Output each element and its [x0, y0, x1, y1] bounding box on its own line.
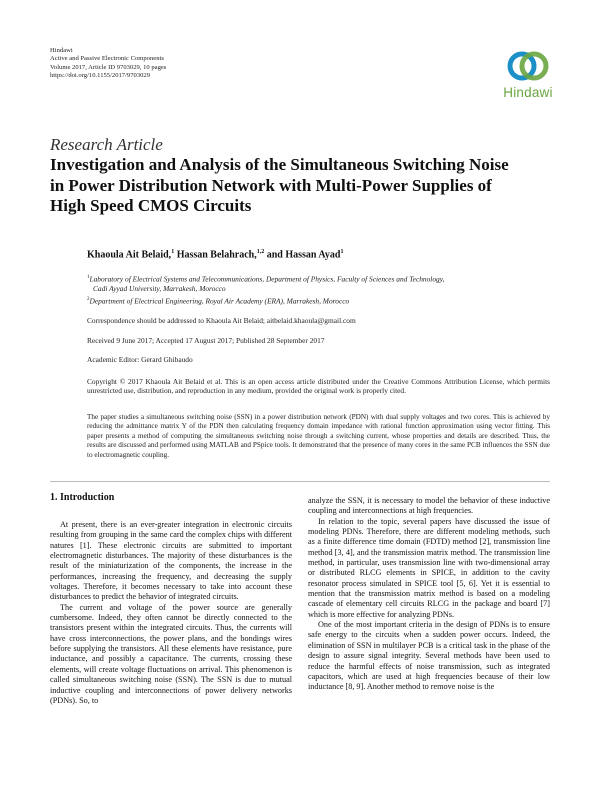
article-title: Investigation and Analysis of the Simultaneous Switching Noise in Power Distribution Network with Multi-Power Supplies of High Speed CMOS Circuits [50, 155, 509, 215]
body-paragraph: In relation to the topic, several papers have discussed the issue of modeling PDNs. Therefore, there are different modeling methods, such as a finite difference time domain (FDTD) method [2], transmission line method [3, 4], and the transmission matrix method. The transmission line method, in particular, uses transmission line with two-dimensional array or distributed RLCG elements in SPICE, in addition to the cavity resonator process simulated in SPICE tool [5, 6]. Yet it is essential to mention that the transmission matrix method is based on a modeling cascade of elementary cell circuits RLCG in the package and board [7] which is more effective for analyzing PDNs. [308, 516, 550, 619]
copyright-notice: Copyright © 2017 Khaoula Ait Belaid et al. This is an open access article distributed under the Creative Commons Attribution License, which permits unrestricted use, distribution, and reproduction in any medium, provided the original work is properly cited. [87, 377, 550, 396]
author-affiliation-mark: 1,2 [256, 249, 265, 255]
section-divider [50, 481, 550, 482]
doi-link[interactable]: https://doi.org/10.1155/2017/9703029 [50, 71, 151, 79]
affiliation-2 [87, 295, 349, 306]
author-list [87, 249, 343, 260]
affiliation-text-continued: Cadi Ayyad University, Marrakesh, Morocco [93, 284, 226, 294]
article-type-label: Research Article [50, 135, 163, 154]
volume-line: Volume 2017, Article ID 9703029, 10 pages [50, 63, 167, 71]
hindawi-logo-icon [506, 48, 550, 84]
left-column [50, 520, 292, 706]
correspondence-line: Correspondence should be addressed to Khaoula Ait Belaid; aitbelaid.khaoula@gmail.com [87, 316, 356, 325]
body-paragraph: analyze the SSN, it is necessary to model the behavior of these inductive coupling and interconnections at high frequencies. [308, 496, 550, 516]
affiliation-text: Laboratory of Electrical Systems and Telecommunications, Department of Physics, Faculty of Sciences and Technology, [89, 274, 445, 284]
section-heading: 1. Introduction [50, 492, 115, 503]
abstract: The paper studies a simultaneous switching noise (SSN) in a power distribution network (PDN) with dual supply voltages and two cores. This is achieved by reducing the admittance matrix Y of the PDN then calculating frequency domain impedance with rational function approximation using vector fitting. This paper presents a method of computing the simultaneous switching noise through a switching current, whose properties and details are described. Thus, the results are discussed and performed using MATLAB and PSpice tools. It demonstrated that the presence of many cores in the same PCB influences the SSN due to electromagnetic coupling. [87, 413, 550, 459]
affiliation-mark: 2 [87, 297, 90, 302]
hindawi-logo [498, 48, 558, 100]
body-paragraph: One of the most important criteria in the design of PDNs is to ensure safe energy to the circuits when a sudden power occurs. Indeed, the elimination of SSN in multilayer PCB is a critical task in the phase of the design to assure signal integrity. Several methods have been used to reduce the harmful effects of noise transmission, such as integrated capacitors, which are used at high frequencies because of their low inductance [8, 9]. Another method to remove noise is the [308, 620, 550, 692]
affiliation-1 [87, 273, 444, 294]
logo-text: Hindawi [503, 85, 553, 100]
author-name: Hassan Belahrach, [174, 249, 257, 261]
affiliation-mark: 1 [87, 275, 90, 280]
journal-meta [50, 47, 166, 80]
right-column [308, 496, 550, 693]
body-paragraph: At present, there is an ever-greater integration in electronic circuits resulting from grouping in the same card the complex chips with different natures [1]. These electronic circuits are submitted to important electromagnetic disturbances. The majority of these disturbances is the result of the miniaturization of the components, the increase in the performances, increasing the frequency, and decreasing the supply voltages. Therefore, it becomes necessary to take into account these disturbances to predict the behavior of integrated circuits. [50, 520, 292, 602]
academic-editor: Academic Editor: Gerard Ghibaudo [87, 355, 193, 364]
dates-line: Received 9 June 2017; Accepted 17 August 2017; Published 28 September 2017 [87, 336, 325, 345]
author-affiliation-mark: 1 [171, 249, 175, 255]
author-affiliation-mark: 1 [340, 249, 344, 255]
publisher-name: Hindawi [50, 47, 73, 54]
body-paragraph: The current and voltage of the power source are generally cumbersome. Indeed, they often cannot be directly connected to the transistors present within the integrated circuits. Thus, the currents will have cross interconnections, the power plans, and the bondings wires before supplying the transistors. All these elements have resistance, pure inductance, and possibly a capacitance. The currents, crossing these elements, will create voltage fluctuations on arrival. This phenomenon is called simultaneous switching noise (SSN). The SSN is due to mutual inductive coupling and interconnections of power delivery networks (PDNs). So, to [50, 602, 292, 705]
journal-name: Active and Passive Electronic Components [50, 55, 164, 63]
author-name: Khaoula Ait Belaid, [87, 249, 172, 261]
affiliation-text: Department of Electrical Engineering, Royal Air Academy (ERA), Marrakesh, Morocco [89, 296, 350, 306]
author-name: and Hassan Ayad [264, 249, 341, 261]
